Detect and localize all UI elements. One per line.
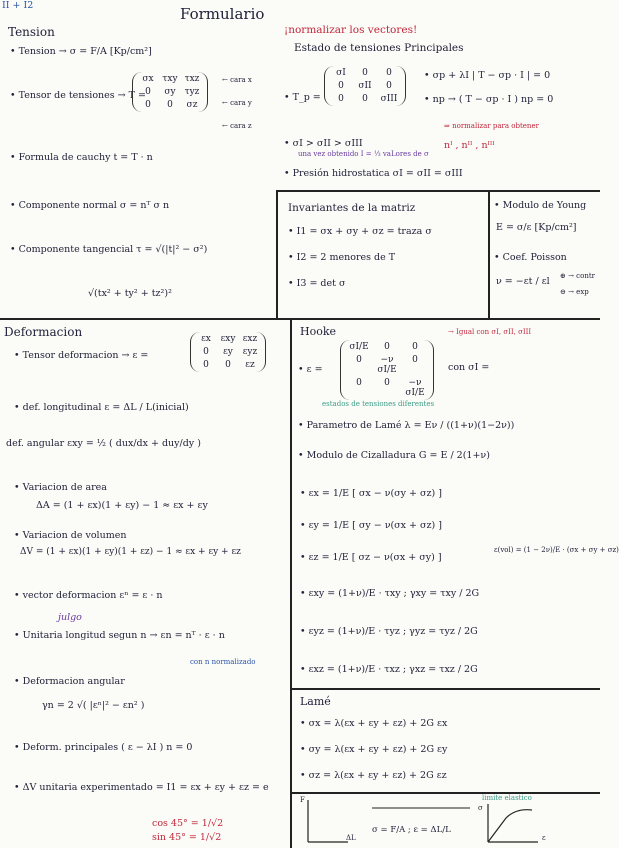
young-formula: E = σ/ε [Kp/cm²] [496, 222, 577, 233]
matrix-cell: σI/E [349, 342, 369, 352]
poisson-note-expansion: ⊖ → exp [560, 288, 589, 296]
hooke-states-note: estados de tensiones diferentes [322, 400, 435, 408]
graph-axis-l: ΔL [346, 834, 356, 842]
hydrostatic-pressure: • Presión hidrostatica σI = σII = σIII [284, 168, 463, 179]
matrix-cell: εx [201, 334, 211, 344]
principal-direction-eq: • np → ( T − σp · I ) np = 0 [424, 94, 554, 105]
matrix-cell: 0 [338, 94, 344, 104]
matrix-cell: 0 [145, 87, 151, 97]
stress-tensor-label: • Tensor de tensiones → T = [10, 90, 146, 101]
matrix-cell: 0 [356, 355, 362, 365]
graph-axis-f: F [300, 796, 305, 804]
strain-x: • εx = 1/E [ σx − ν(σy + σz) ] [300, 488, 442, 499]
angular-deformation-heading: • Deformacion angular [14, 676, 125, 687]
divider-lame [290, 688, 600, 690]
principal-tensor-label: • T_p = [284, 92, 321, 103]
cauchy-formula: • Formula de cauchy t = T · n [10, 152, 153, 163]
divider-middle-horizontal [0, 318, 600, 320]
matrix-cell: 0 [145, 100, 151, 110]
strain-y: • εy = 1/E [ σy − ν(σx + σz) ] [300, 520, 442, 531]
normalize-note: ¡normalizar los vectores! [284, 24, 418, 36]
page-title: Formulario [180, 5, 265, 23]
poisson-heading: • Coef. Poisson [494, 252, 567, 263]
matrix-cell: 0 [203, 347, 209, 357]
side-label-z: ← cara z [222, 122, 252, 130]
matrix-cell: σIII [380, 94, 398, 104]
matrix-cell: 0 [362, 68, 368, 78]
hooke-top-note: → Igual con σI, σII, σIII [448, 328, 532, 336]
divider-top-horizontal [276, 190, 600, 192]
unit-volume-change: • ΔV unitaria experimentado = I1 = εx + εy + εz = e [14, 782, 269, 793]
poisson-formula: ν = −εt / εl [496, 276, 550, 287]
hooke-strain-matrix [340, 340, 434, 400]
matrix-cell: −ν σI/E [405, 378, 425, 398]
strain-tensor-matrix [190, 332, 266, 372]
matrix-cell: σx [142, 74, 154, 84]
matrix-cell: εxy [220, 334, 236, 344]
julgo-note: julgo [58, 612, 82, 623]
matrix-cell: σy [164, 87, 176, 97]
stress-tensor-matrix [132, 72, 208, 112]
matrix-cell: 0 [412, 355, 418, 365]
strain-yz: • εyz = (1+ν)/E · τyz ; γyz = τyz / 2G [300, 626, 478, 637]
tangential-component: • Componente tangencial τ = √(|t|² − σ²) [10, 244, 208, 255]
strain-tensor-label: • Tensor deformacion → ε = [14, 350, 149, 361]
matrix-cell: 0 [412, 342, 418, 352]
matrix-cell: εz [245, 360, 255, 370]
corner-note: II + I2 [2, 0, 34, 11]
matrix-cell: 0 [167, 100, 173, 110]
divider-vertical-main [290, 318, 292, 848]
divider-vertical-top [276, 190, 278, 320]
unit-length-strain: • Unitaria longitud segun n → εn = nᵀ · ε · n [14, 630, 225, 641]
volume-variation-formula: ΔV = (1 + εx)(1 + εy)(1 + εz) − 1 ≈ εx + εy + εz [20, 547, 241, 557]
principal-vectors: nᴵ , nᴵᴵ , nᴵᴵᴵ [444, 140, 495, 151]
hooke-con-sigma: con σI = [448, 362, 490, 373]
deformation-heading: Deformacion [4, 325, 83, 339]
traction-magnitude: √(tx² + ty² + tz²)² [88, 288, 172, 299]
matrix-cell: εxz [242, 334, 258, 344]
side-label-x: ← cara x [222, 76, 252, 84]
young-heading: • Modulo de Young [494, 200, 587, 211]
sin45-note: sin 45° = 1/√2 [152, 832, 222, 843]
matrix-cell: τyz [184, 87, 200, 97]
hooke-heading: Hooke [300, 325, 337, 338]
matrix-cell: 0 [203, 360, 209, 370]
matrix-cell: 0 [384, 342, 390, 352]
stress-strain-curve [488, 810, 532, 842]
hooke-strain-label: • ε = [298, 364, 323, 375]
area-variation-heading: • Variacion de area [14, 482, 107, 493]
strain-z: • εz = 1/E [ σz − ν(σx + σy) ] [300, 552, 442, 563]
graph-axis-eps: ε [542, 834, 546, 842]
matrix-cell: τxy [162, 74, 178, 84]
lame-sigma-x: • σx = λ(εx + εy + εz) + 2G εx [300, 718, 448, 729]
principal-tensor-matrix [324, 66, 406, 106]
cos45-note: cos 45° = 1/√2 [152, 818, 224, 829]
side-label-y: ← cara y [222, 99, 252, 107]
matrix-cell: εy [223, 347, 233, 357]
area-variation-formula: ΔA = (1 + εx)(1 + εy) − 1 ≈ εx + εy [36, 500, 208, 511]
matrix-cell: τxz [184, 74, 200, 84]
matrix-cell: σII [358, 81, 372, 91]
strain-xy: • εxy = (1+ν)/E · τxy ; γxy = τxy / 2G [300, 588, 480, 599]
principal-order: • σI > σII > σIII [284, 138, 363, 149]
invariants-heading: Invariantes de la matriz [288, 202, 416, 214]
angular-strain: def. angular εxy = ½ ( dux/dx + duy/dy ) [6, 438, 201, 449]
normal-component: • Componente normal σ = nᵀ σ n [10, 200, 170, 211]
graph-axis-sigma: σ [478, 804, 483, 812]
angular-deformation-formula: γn = 2 √( |εⁿ|² − εn² ) [42, 700, 145, 711]
longitudinal-strain: • def. longitudinal ε = ΔL / L(inicial) [14, 402, 189, 413]
lame-heading: Lamé [300, 695, 331, 708]
invariant-1: • I1 = σx + σy + σz = traza σ [288, 226, 432, 237]
volumetric-strain: ε(vol) = (1 − 2ν)/E · (σx + σy + σz) [494, 546, 619, 554]
poisson-note-contraction: ⊕ → contr [560, 272, 595, 280]
matrix-cell: σz [186, 100, 198, 110]
divider-invariants-young [488, 190, 490, 318]
matrix-cell: 0 [386, 81, 392, 91]
principal-order-note: una vez obtenido I = ⅓ vaLores de σ [298, 150, 429, 158]
stress-strain-graphs [292, 794, 602, 848]
invariant-3: • I3 = det σ [288, 278, 346, 289]
matrix-cell: 0 [338, 81, 344, 91]
matrix-cell: 0 [225, 360, 231, 370]
matrix-cell: εyz [242, 347, 258, 357]
matrix-cell: σI [336, 68, 346, 78]
elastic-limit-label: limite elastico [482, 794, 532, 802]
matrix-cell: 0 [386, 68, 392, 78]
principal-strain-eq: • Deform. principales ( ε − λI ) n = 0 [14, 742, 193, 753]
matrix-cell: 0 [362, 94, 368, 104]
principal-heading: Estado de tensiones Principales [294, 42, 464, 54]
strain-vector: • vector deformacion εⁿ = ε · n [14, 590, 163, 601]
lame-sigma-z: • σz = λ(εx + εy + εz) + 2G εz [300, 770, 447, 781]
shear-modulus: • Modulo de Cizalladura G = E / 2(1+ν) [298, 450, 490, 461]
invariant-2: • I2 = 2 menores de T [288, 252, 396, 263]
tension-formula: • Tension → σ = F/A [Kp/cm²] [10, 46, 152, 57]
volume-variation-heading: • Variacion de volumen [14, 530, 127, 541]
strain-xz: • εxz = (1+ν)/E · τxz ; γxz = τxz / 2G [300, 664, 478, 675]
matrix-cell: 0 [356, 378, 362, 388]
normalized-note: con n normalizado [190, 658, 256, 666]
characteristic-equation: • σp + λI | T − σp · I | = 0 [424, 70, 551, 81]
lame-sigma-y: • σy = λ(εx + εy + εz) + 2G εy [300, 744, 448, 755]
matrix-cell: −ν σI/E [377, 355, 397, 375]
lame-parameter: • Parametro de Lamé λ = Eν / ((1+ν)(1−2ν)) [298, 420, 515, 431]
matrix-cell: 0 [384, 378, 390, 388]
normalize-arrow-note: ⇒ normalizar para obtener [444, 122, 539, 130]
tension-heading: Tension [8, 25, 55, 39]
graph-conversion-eq: σ = F/A ; ε = ΔL/L [372, 825, 451, 835]
